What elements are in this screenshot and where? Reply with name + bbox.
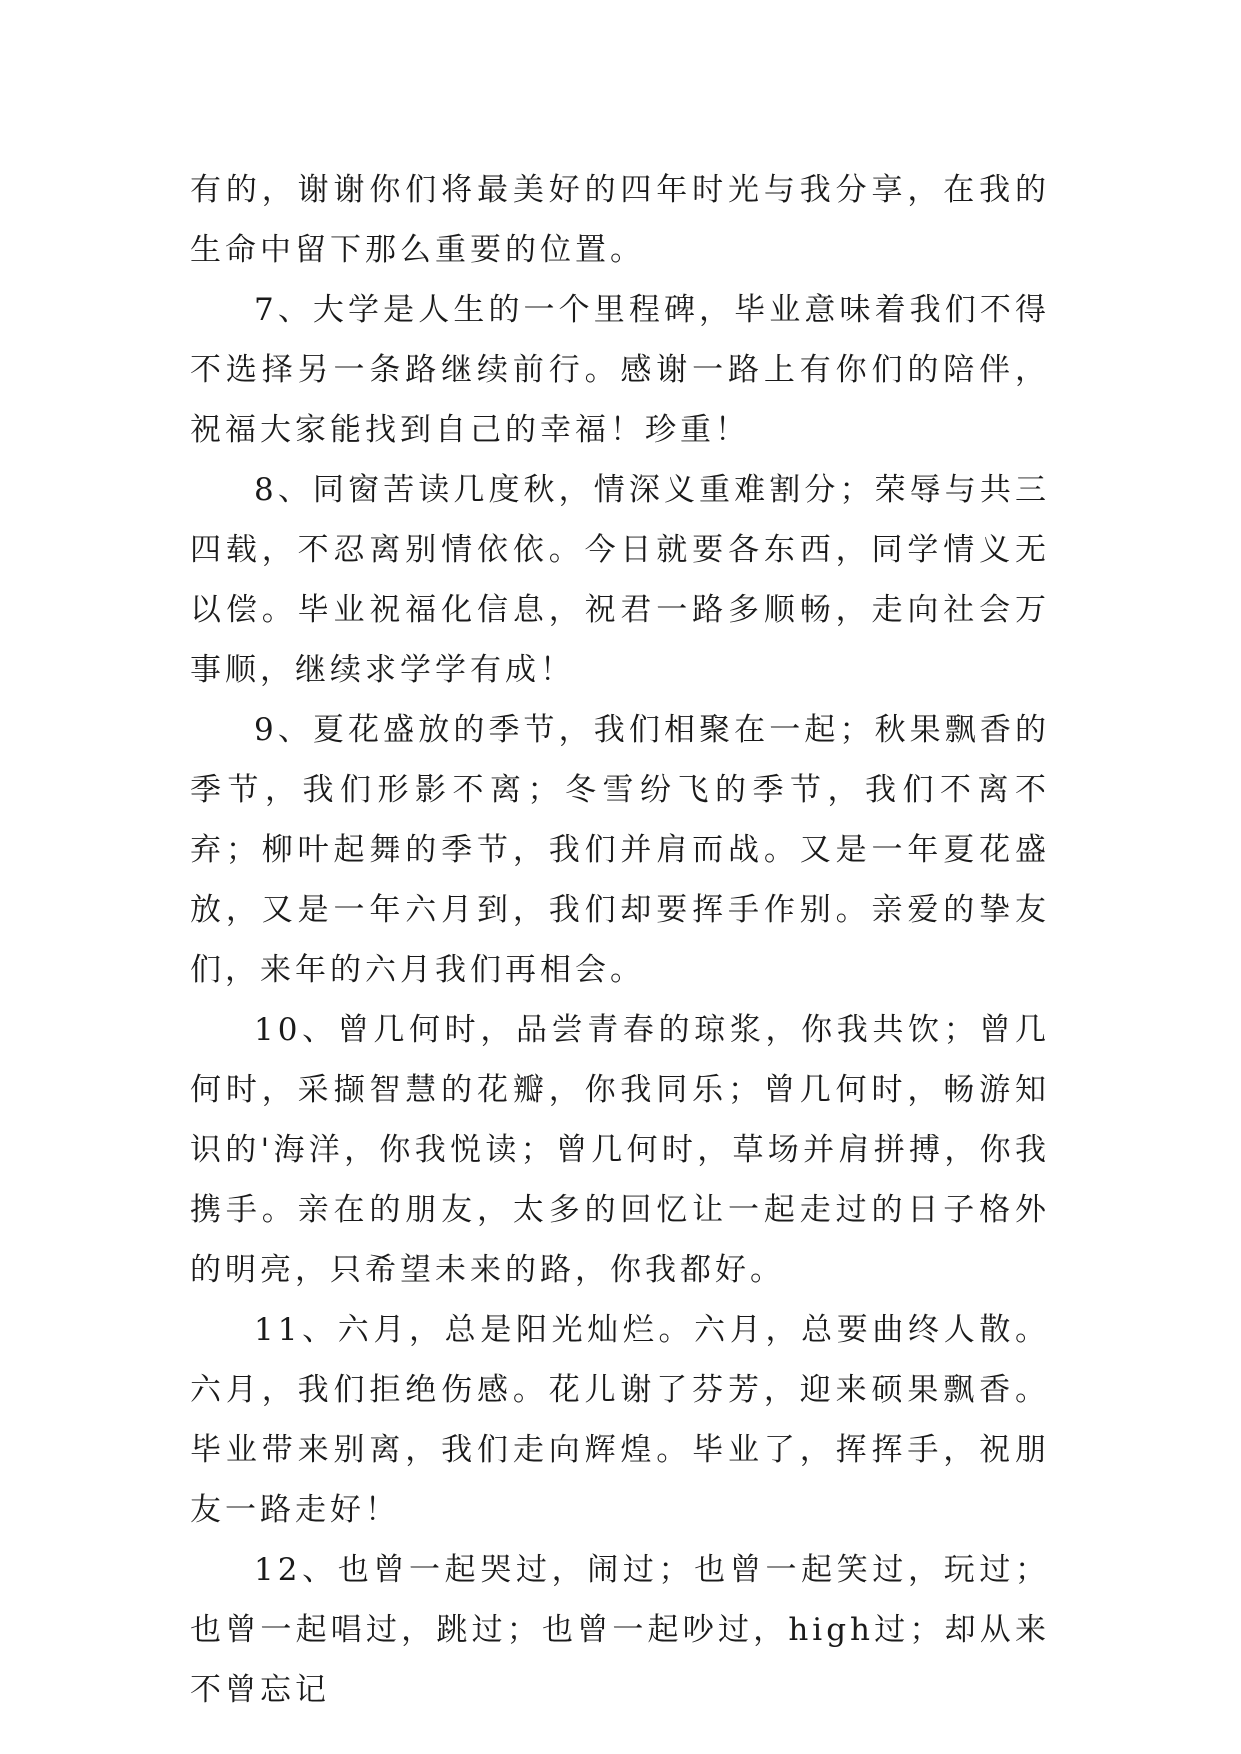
paragraph-item-7: 7、大学是人生的一个里程碑，毕业意味着我们不得不选择另一条路继续前行。感谢一路上有你们的陪伴，祝福大家能找到自己的幸福！珍重！ xyxy=(190,292,1050,448)
paragraph-item-9: 9、夏花盛放的季节，我们相聚在一起；秋果飘香的季节，我们形影不离；冬雪纷飞的季节，我们不离不弃；柳叶起舞的季节，我们并肩而战。又是一年夏花盛放，又是一年六月到，我们却要挥手作别。亲爱的挚友们，来年的六月我们再相会。 xyxy=(190,712,1050,988)
paragraph-continued: 有的，谢谢你们将最美好的四年时光与我分享，在我的生命中留下那么重要的位置。 xyxy=(190,172,1050,268)
paragraph-item-11: 11、六月，总是阳光灿烂。六月，总要曲终人散。六月，我们拒绝伤感。花儿谢了芬芳，迎来硕果飘香。毕业带来别离，我们走向辉煌。毕业了，挥挥手，祝朋友一路走好！ xyxy=(190,1312,1050,1528)
paragraph-item-10: 10、曾几何时，品尝青春的琼浆，你我共饮；曾几何时，采撷智慧的花瓣，你我同乐；曾几何时，畅游知识的'海洋，你我悦读；曾几何时，草场并肩拼搏，你我携手。亲在的朋友，太多的回忆让一起走过的日子格外的明亮，只希望未来的路，你我都好。 xyxy=(190,1012,1050,1288)
document-body xyxy=(190,160,1050,1720)
paragraph-item-8: 8、同窗苦读几度秋，情深义重难割分；荣辱与共三四载，不忍离别情依依。今日就要各东西，同学情义无以偿。毕业祝福化信息，祝君一路多顺畅，走向社会万事顺，继续求学学有成！ xyxy=(190,472,1050,688)
paragraph-item-12: 12、也曾一起哭过，闹过；也曾一起笑过，玩过；也曾一起唱过，跳过；也曾一起吵过，high过；却从来不曾忘记 xyxy=(190,1552,1050,1708)
